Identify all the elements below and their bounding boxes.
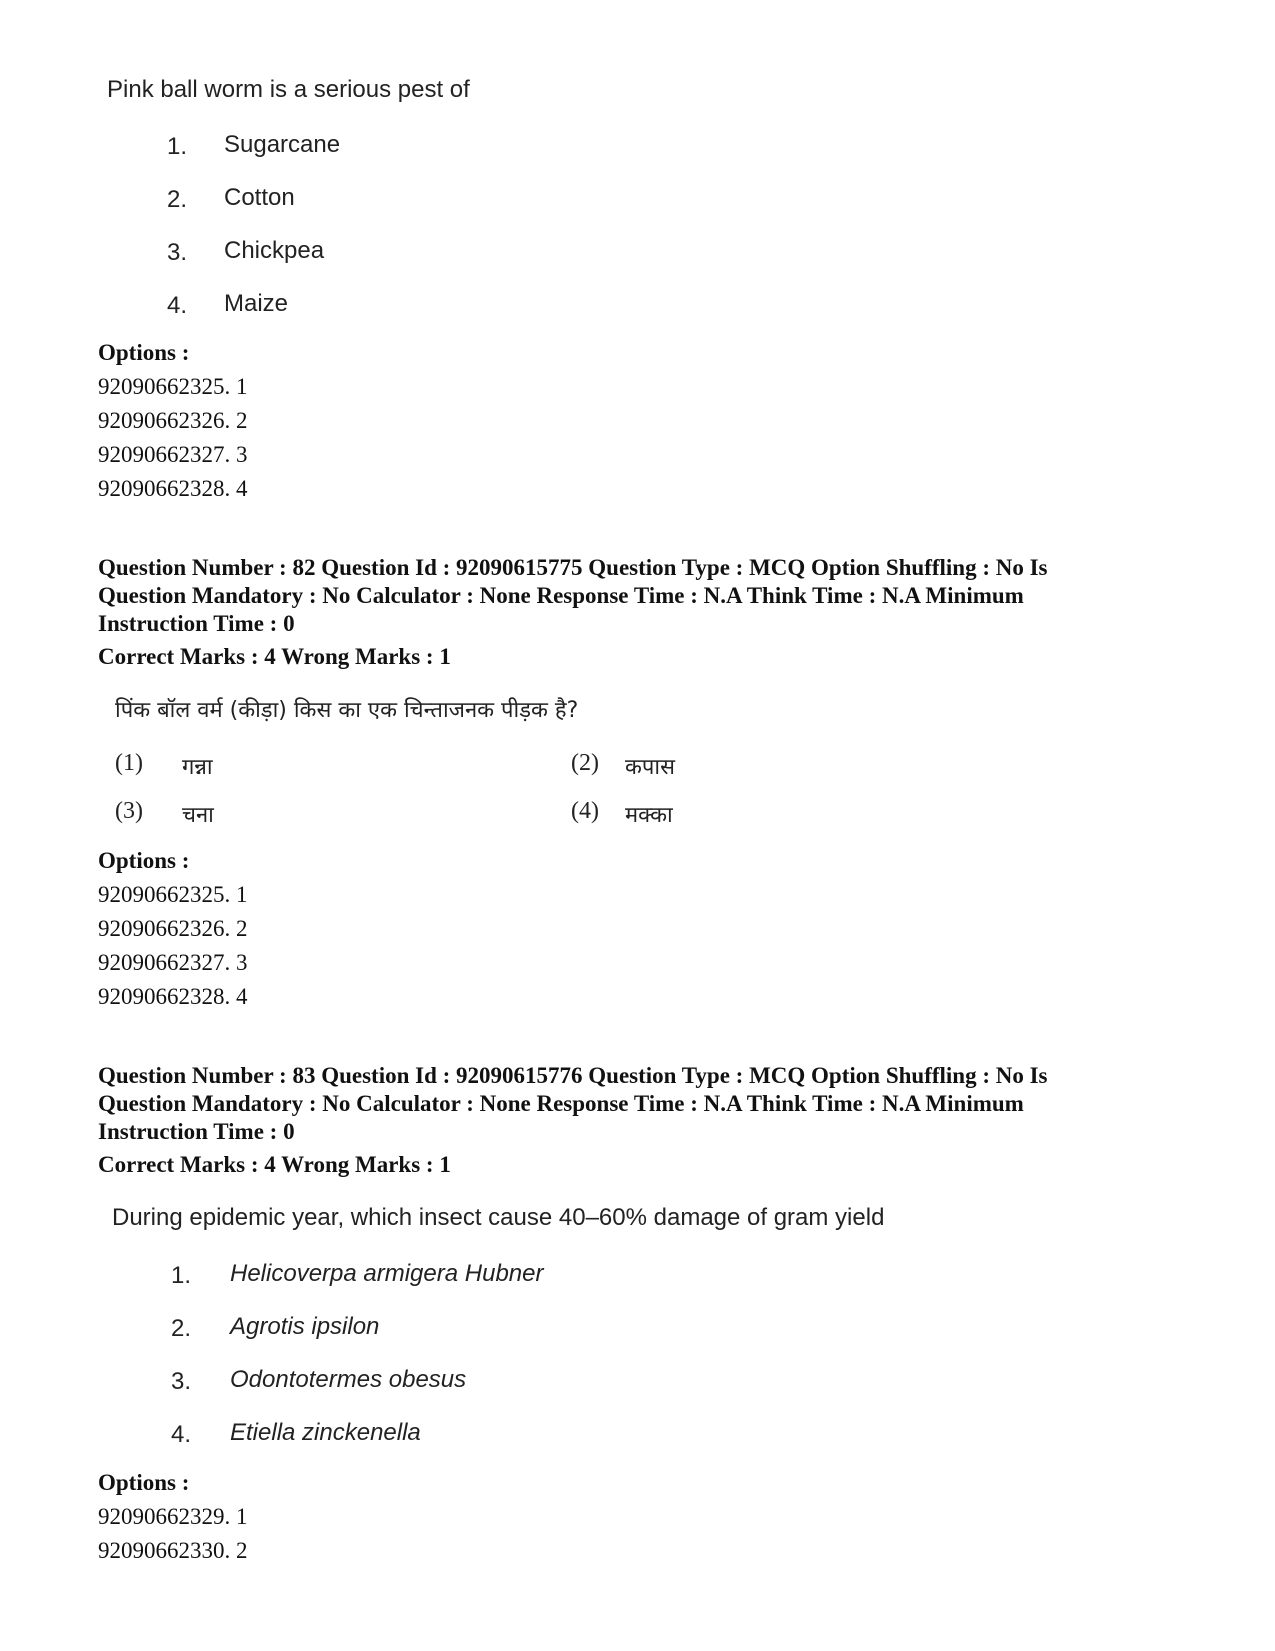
q82-choice-3-number: (3)	[115, 798, 143, 824]
q83-choice-2-number: 2.	[171, 1315, 192, 1342]
q81-option-3: 92090662327. 3	[98, 442, 248, 467]
q83-choice-4-number: 4.	[171, 1421, 192, 1448]
q82-choice-1-text: गन्ना	[182, 755, 213, 780]
q83-choice-1-text: Helicoverpa armigera Hubner	[230, 1260, 544, 1287]
q82-choice-4-text: मक्का	[625, 803, 673, 828]
q81-choice-4-number: 4.	[167, 292, 188, 319]
q83-question-text: During epidemic year, which insect cause 40–60% damage of gram yield	[112, 1204, 885, 1231]
q83-choice-4-text: Etiella zinckenella	[230, 1419, 421, 1446]
q81-option-4: 92090662328. 4	[98, 476, 248, 501]
q83-options-label: Options :	[98, 1470, 190, 1495]
q82-metadata	[98, 554, 1198, 638]
q81-option-2: 92090662326. 2	[98, 408, 248, 433]
q83-meta-line-2: Question Mandatory : No Calculator : None Response Time : N.A Think Time : N.A Minimum	[98, 1091, 1024, 1116]
q82-meta-line-1: Question Number : 82 Question Id : 92090615775 Question Type : MCQ Option Shuffling : No Is	[98, 555, 1048, 580]
q82-choice-4-number: (4)	[571, 798, 599, 824]
q82-choice-3-text: चना	[182, 803, 214, 828]
q82-choice-2-number: (2)	[571, 750, 599, 776]
q81-choice-2-number: 2.	[167, 186, 188, 213]
q82-options-label: Options :	[98, 848, 190, 873]
q81-question-text: Pink ball worm is a serious pest of	[107, 76, 470, 103]
q82-option-2: 92090662326. 2	[98, 916, 248, 941]
q81-choice-2-text: Cotton	[224, 184, 295, 211]
q82-choice-2-text: कपास	[625, 755, 675, 780]
q81-choice-3-number: 3.	[167, 239, 188, 266]
q83-choice-1-number: 1.	[171, 1262, 192, 1289]
q82-option-3: 92090662327. 3	[98, 950, 248, 975]
q83-meta-line-3: Instruction Time : 0	[98, 1119, 295, 1144]
q83-choice-3-text: Odontotermes obesus	[230, 1366, 467, 1393]
q83-choice-3-number: 3.	[171, 1368, 192, 1395]
q83-option-1: 92090662329. 1	[98, 1504, 248, 1529]
q83-metadata	[98, 1062, 1198, 1146]
q82-meta-line-3: Instruction Time : 0	[98, 611, 295, 636]
q82-marks: Correct Marks : 4 Wrong Marks : 1	[98, 644, 451, 669]
q81-choice-3-text: Chickpea	[224, 237, 325, 264]
q82-option-1: 92090662325. 1	[98, 882, 248, 907]
q82-option-4: 92090662328. 4	[98, 984, 248, 1009]
q83-meta-line-1: Question Number : 83 Question Id : 92090615776 Question Type : MCQ Option Shuffling : No Is	[98, 1063, 1048, 1088]
q81-choice-1-text: Sugarcane	[224, 131, 341, 158]
q82-meta-line-2: Question Mandatory : No Calculator : None Response Time : N.A Think Time : N.A Minimum	[98, 583, 1024, 608]
q81-option-1: 92090662325. 1	[98, 374, 248, 399]
q83-option-2: 92090662330. 2	[98, 1538, 248, 1563]
q83-marks: Correct Marks : 4 Wrong Marks : 1	[98, 1152, 451, 1177]
q82-choice-1-number: (1)	[115, 750, 143, 776]
q81-options-label: Options :	[98, 340, 190, 365]
q81-choice-4-text: Maize	[224, 290, 289, 317]
q83-choice-2-text: Agrotis ipsilon	[230, 1313, 380, 1340]
q81-choice-1-number: 1.	[167, 133, 188, 160]
q82-question-text-hindi: पिंक बॉल वर्म (कीड़ा) किस का एक चिन्ताजनक पीड़क है?	[115, 698, 579, 723]
